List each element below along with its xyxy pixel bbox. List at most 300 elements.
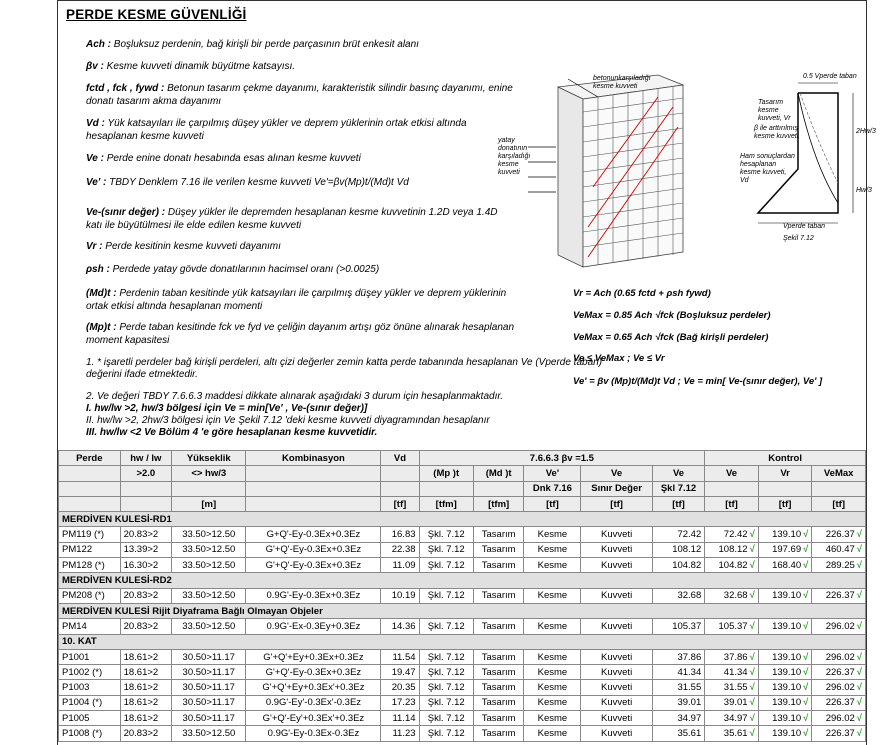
cell-value: Kesme: [537, 727, 568, 739]
cell-kvemax: [812, 665, 866, 680]
cell-vesk: [652, 527, 704, 542]
h2-empty: [59, 466, 121, 481]
cell-vesinir: [581, 711, 652, 726]
cell-kombinasyon: [246, 695, 381, 710]
cell-kvr: [758, 542, 812, 557]
section-header-row: [59, 603, 866, 618]
col-kombinasyon: Kombinasyon: [246, 451, 381, 466]
cell-value: 226.37: [825, 727, 855, 739]
cell-value: Tasarım: [481, 620, 516, 632]
check-icon: √: [856, 590, 862, 602]
definition-item: [86, 322, 516, 347]
cell-hwlw: [120, 558, 171, 573]
cell-hwlw: [120, 619, 171, 634]
cell-hwlw: [120, 665, 171, 680]
cell-value: 39.01: [723, 697, 748, 709]
cell-yukseklik: [172, 588, 246, 603]
cell-value: 139.10: [772, 727, 802, 739]
h2-md: (Md )t: [473, 466, 523, 481]
definition-text: Perde enine donatı hesabında esas alınan kesme kuvveti: [103, 153, 361, 164]
cell-kvemax: [812, 680, 866, 695]
cell-perde: [59, 558, 121, 573]
cell-value: 0.9G'-Ey'-0.3Ex'-0.3Ez: [265, 697, 362, 709]
cell-value: Şkl. 7.12: [427, 697, 465, 709]
cell-kombinasyon: [246, 588, 381, 603]
check-icon: √: [856, 666, 862, 678]
definition-symbol: Vd :: [86, 118, 105, 129]
check-icon: √: [803, 682, 809, 694]
col-group-7663: 7.6.6.3 βv =1.5: [419, 451, 705, 466]
cell-value: Şkl. 7.12: [427, 712, 465, 724]
check-icon: √: [749, 727, 755, 739]
h4-vep: [tf]: [524, 496, 581, 511]
h4-vesinir: [tf]: [581, 496, 652, 511]
cell-value: P1003: [62, 682, 90, 694]
definition-text: TBDY Denklem 7.16 ile verilen kesme kuvveti Ve'=βv(Mp)t/(Md)t Vd: [106, 177, 409, 188]
definition-symbol: Ve :: [86, 153, 104, 164]
table-row: [59, 695, 866, 710]
cell-hwlw: [120, 649, 171, 664]
cell-kve: [705, 695, 759, 710]
cell-value: Şkl. 7.12: [427, 651, 465, 663]
cell-value: Kesme: [537, 651, 568, 663]
cell-yukseklik: [172, 619, 246, 634]
definition-text: Yük katsayıları ile çarpılmış düşey yükler ve deprem yüklerinin ortak etkisi altında hesaplanan kesme kuvveti: [86, 118, 467, 142]
cell-value: Şkl. 7.12: [427, 559, 465, 571]
cell-value: Kuvveti: [601, 529, 633, 541]
definition-item: [86, 264, 516, 277]
definition-text: Perde kesitinin kesme kuvveti dayanımı: [102, 241, 281, 252]
check-icon: √: [749, 590, 755, 602]
table-row: [59, 542, 866, 557]
table-row: [59, 680, 866, 695]
h4-mp: [tfm]: [419, 496, 473, 511]
cell-value: Tasarım: [481, 590, 516, 602]
cell-value: 33.50>12.50: [182, 544, 236, 556]
check-icon: √: [749, 712, 755, 724]
cell-value: P1005: [62, 712, 90, 724]
definition-symbol: Vr :: [86, 241, 103, 252]
note-4: II. hw/lw >2, 2hw/3 bölgesi için Ve Şekil 7.12 'deki kesme kuvveti diyagramından hesaplanır: [86, 415, 490, 426]
h2-vesinir: Ve: [581, 466, 652, 481]
cell-value: 32.68: [677, 590, 702, 602]
cell-value: 32.68: [723, 590, 748, 602]
table-row: [59, 558, 866, 573]
note-2: 2. Ve değeri TBDY 7.6.6.3 maddesi dikkate alınarak aşağıdaki 3 durum için hesaplanmaktadır.: [86, 391, 504, 402]
equation-vr: Vr = Ach (0.65 fctd + ρsh fywd): [573, 288, 711, 299]
cell-vep: [524, 649, 581, 664]
cell-value: 41.34: [677, 666, 702, 678]
cell-value: Kesme: [537, 620, 568, 632]
cell-value: Kuvveti: [601, 712, 633, 724]
cell-value: 30.50>11.17: [182, 651, 235, 663]
cell-kvemax: [812, 588, 866, 603]
cell-value: Tasarım: [481, 544, 516, 556]
cell-value: 37.86: [677, 651, 702, 663]
cell-value: Şkl. 7.12: [427, 666, 465, 678]
cell-value: Kesme: [537, 590, 568, 602]
cell-value: Tasarım: [481, 727, 516, 739]
cell-value: 460.47: [825, 544, 855, 556]
cell-value: 30.50>11.17: [182, 666, 235, 678]
cell-kvr: [758, 726, 812, 741]
check-icon: √: [856, 651, 862, 663]
h2-hwlw: >2.0: [120, 466, 171, 481]
cell-value: G'+Q'-Ey-0.3Ex+0.3Ez: [265, 666, 362, 678]
cell-value: 105.37: [718, 620, 748, 632]
definition-item: [86, 288, 516, 313]
check-icon: √: [856, 697, 862, 709]
cell-vesinir: [581, 665, 652, 680]
cell-value: 139.10: [772, 697, 802, 709]
check-icon: √: [749, 544, 755, 556]
cell-mp: [419, 619, 473, 634]
check-icon: √: [749, 697, 755, 709]
definition-item: [86, 83, 516, 108]
cell-mp: [419, 542, 473, 557]
cell-value: P1002 (*): [62, 666, 103, 678]
cell-value: 39.01: [677, 697, 702, 709]
cell-value: 37.86: [723, 651, 748, 663]
h2-empty: [381, 466, 419, 481]
table-row: [59, 588, 866, 603]
check-icon: √: [803, 590, 809, 602]
cell-kombinasyon: [246, 726, 381, 741]
cell-kvemax: [812, 726, 866, 741]
cell-vesk: [652, 695, 704, 710]
cell-hwlw: [120, 726, 171, 741]
cell-value: 31.55: [723, 682, 748, 694]
cell-vesk: [652, 588, 704, 603]
cell-mp: [419, 695, 473, 710]
cell-value: 30.50>11.17: [182, 712, 235, 724]
check-icon: √: [749, 651, 755, 663]
table-row: [59, 649, 866, 664]
definition-symbol: fctd , fck , fywd :: [86, 83, 165, 94]
cell-yukseklik: [172, 527, 246, 542]
cell-perde: [59, 680, 121, 695]
cell-value: 104.82: [718, 559, 748, 571]
cell-value: 33.50>12.50: [182, 620, 236, 632]
cell-value: 226.37: [825, 666, 855, 678]
cell-value: 18.61>2: [123, 682, 159, 694]
cell-vesinir: [581, 726, 652, 741]
cell-value: P1001: [62, 651, 90, 663]
cell-vep: [524, 588, 581, 603]
cell-md: [473, 527, 523, 542]
cell-value: 104.82: [672, 559, 702, 571]
equation-ve: Ve' = βv (Mp)t/(Md)t Vd ; Ve = min[ Ve-(sınır değer), Ve' ]: [573, 376, 823, 387]
figure2-label-beta: β ile arttırılmış kesme kuvveti: [754, 125, 799, 140]
cell-value: 11.54: [392, 651, 416, 663]
cell-value: 41.34: [723, 666, 748, 678]
definition-text: Perde taban kesitinde fck ve fyd ve çeliğin dayanım artışı göz önüne alınarak hesaplanan moment kapasitesi: [86, 322, 515, 346]
cell-value: 16.30>2: [123, 559, 159, 571]
definition-item: [86, 118, 516, 143]
cell-kvr: [758, 665, 812, 680]
cell-value: G'+Q'-Ey'+0.3Ex'+0.3Ez: [262, 712, 365, 724]
check-icon: √: [749, 559, 755, 571]
definition-symbol: (Md)t :: [86, 288, 117, 299]
cell-hwlw: [120, 711, 171, 726]
cell-kvemax: [812, 527, 866, 542]
h2-kvemax: VeMax: [812, 466, 866, 481]
cell-value: 139.10: [772, 529, 802, 541]
cell-value: 33.50>12.50: [182, 727, 236, 739]
section-title: MERDİVEN KULESİ Rijit Diyaframa Bağlı Olmayan Objeler: [59, 603, 866, 618]
col-hwlw: hw / lw: [120, 451, 171, 466]
equation-vemax-1: VeMax = 0.85 Ach √fck (Boşluksuz perdeler): [573, 310, 771, 321]
cell-value: Kuvveti: [601, 727, 633, 739]
cell-perde: [59, 542, 121, 557]
check-icon: √: [803, 727, 809, 739]
cell-value: G'+Q'-Ey-0.3Ex+0.3Ez: [265, 559, 362, 571]
cell-vep: [524, 619, 581, 634]
cell-mp: [419, 558, 473, 573]
cell-mp: [419, 711, 473, 726]
cell-value: Tasarım: [481, 529, 516, 541]
note-1: 1. * işaretli perdeler bağ kirişli perdeleri, altı çizi değerler zemin katta perde tabanında hesaplanan Ve (Vperde taban) değerini ifade etmektedir.: [86, 357, 603, 380]
cell-value: 105.37: [672, 620, 702, 632]
cell-mp: [419, 680, 473, 695]
check-icon: √: [803, 712, 809, 724]
section-title: 10. KAT: [59, 634, 866, 649]
cell-vesk: [652, 665, 704, 680]
cell-vep: [524, 695, 581, 710]
equation-vemax-2: VeMax = 0.65 Ach √fck (Bağ kirişli perdeler): [573, 332, 769, 343]
cell-value: 226.37: [825, 529, 855, 541]
cell-kve: [705, 665, 759, 680]
cell-vep: [524, 680, 581, 695]
cell-vep: [524, 542, 581, 557]
cell-perde: [59, 527, 121, 542]
cell-perde: [59, 588, 121, 603]
figure-label-top: betonunkarşıladığı kesme kuvveti: [593, 75, 651, 90]
col-vd: Vd: [381, 451, 419, 466]
cell-vesk: [652, 680, 704, 695]
cell-kvr: [758, 588, 812, 603]
table-row: [59, 619, 866, 634]
section-header-row: [59, 512, 866, 527]
h3-vep: Dnk 7.16: [524, 481, 581, 496]
cell-yukseklik: [172, 542, 246, 557]
cell-vesk: [652, 558, 704, 573]
h2-vesk: Ve: [652, 466, 704, 481]
cell-value: 22.38: [391, 544, 416, 556]
h2-mp: (Mp )t: [419, 466, 473, 481]
cell-perde: [59, 649, 121, 664]
cell-value: G'+Q'+Ey+0.3Ex'+0.3Ez: [262, 682, 365, 694]
cell-perde: [59, 665, 121, 680]
cell-kve: [705, 680, 759, 695]
cell-yukseklik: [172, 649, 246, 664]
cell-value: 20.83>2: [123, 529, 159, 541]
cell-value: Kuvveti: [601, 620, 633, 632]
cell-value: Tasarım: [481, 712, 516, 724]
cell-value: 20.83>2: [123, 620, 159, 632]
cell-vep: [524, 665, 581, 680]
cell-kvr: [758, 695, 812, 710]
check-icon: √: [803, 651, 809, 663]
cell-vd: [381, 649, 419, 664]
figure2-label-vr: Tasarım kesme kuvveti, Vr: [758, 99, 791, 122]
cell-mp: [419, 665, 473, 680]
cell-md: [473, 542, 523, 557]
cell-value: 296.02: [825, 620, 855, 632]
cell-value: Kesme: [537, 697, 568, 709]
cell-vesinir: [581, 649, 652, 664]
cell-vep: [524, 726, 581, 741]
cell-value: 18.61>2: [123, 712, 159, 724]
cell-vesk: [652, 726, 704, 741]
col-group-kontrol: Kontrol: [705, 451, 866, 466]
cell-value: 226.37: [825, 590, 855, 602]
cell-value: G+Q'-Ey-0.3Ex+0.3Ez: [266, 529, 361, 541]
cell-value: 30.50>11.17: [182, 682, 235, 694]
cell-hwlw: [120, 695, 171, 710]
cell-value: 35.61: [677, 727, 702, 739]
cell-value: 20.35: [391, 682, 416, 694]
cell-vesinir: [581, 588, 652, 603]
cell-vesinir: [581, 695, 652, 710]
cell-value: G'+Q'-Ey-0.3Ex+0.3Ez: [265, 544, 362, 556]
cell-vesk: [652, 619, 704, 634]
cell-value: 139.10: [772, 666, 802, 678]
cell-vesinir: [581, 619, 652, 634]
table-row: [59, 726, 866, 741]
cell-vd: [381, 695, 419, 710]
cell-value: Şkl. 7.12: [427, 544, 465, 556]
cell-value: PM128 (*): [62, 559, 105, 571]
cell-value: P1004 (*): [62, 697, 103, 709]
cell-value: PM119 (*): [62, 529, 105, 541]
cell-value: Tasarım: [481, 682, 516, 694]
figure2-bottom-label: Vperde taban: [783, 223, 826, 230]
definition-item: [86, 153, 516, 166]
cell-value: Şkl. 7.12: [427, 620, 465, 632]
figure2-caption: Şekil 7.12: [783, 235, 814, 242]
table-body: [59, 512, 866, 741]
cell-value: 296.02: [825, 712, 855, 724]
cell-value: Kesme: [537, 544, 568, 556]
cell-value: 30.50>11.17: [182, 697, 235, 709]
cell-value: 108.12: [672, 544, 702, 556]
cell-value: Kuvveti: [601, 559, 633, 571]
cell-value: Kesme: [537, 712, 568, 724]
shear-check-table: [58, 450, 866, 742]
h4-kvr: [tf]: [758, 496, 812, 511]
shear-diagram-figure: [698, 73, 876, 243]
cell-vd: [381, 665, 419, 680]
h3-vesinir: Sınır Değer: [581, 481, 652, 496]
cell-yukseklik: [172, 711, 246, 726]
figure2-label-hw3: Hw/3: [856, 187, 872, 194]
cell-kvr: [758, 680, 812, 695]
section-header-row: [59, 573, 866, 588]
cell-kombinasyon: [246, 527, 381, 542]
cell-value: 226.37: [825, 697, 855, 709]
cell-hwlw: [120, 588, 171, 603]
cell-kombinasyon: [246, 711, 381, 726]
cell-kvemax: [812, 649, 866, 664]
h2-yuk: <> hw/3: [172, 466, 246, 481]
cell-value: Tasarım: [481, 666, 516, 678]
cell-value: Kesme: [537, 529, 568, 541]
definition-item: [86, 39, 516, 52]
definition-text: Boşluksuz perdenin, bağ kirişli bir perde parçasının brüt enkesit alanı: [111, 39, 419, 50]
cell-kve: [705, 711, 759, 726]
cell-value: 72.42: [677, 529, 702, 541]
cell-mp: [419, 588, 473, 603]
definition-symbol: Ach :: [86, 39, 111, 50]
cell-value: 139.10: [772, 682, 802, 694]
cell-value: 17.23: [391, 697, 416, 709]
definition-item: [86, 241, 516, 254]
document-page: [57, 0, 876, 745]
h2-kve: Ve: [705, 466, 759, 481]
cell-value: 14.36: [391, 620, 416, 632]
check-icon: √: [856, 529, 862, 541]
check-icon: √: [856, 712, 862, 724]
cell-kvr: [758, 619, 812, 634]
cell-kvr: [758, 711, 812, 726]
cell-value: Şkl. 7.12: [427, 682, 465, 694]
col-yukseklik: Yükseklik: [172, 451, 246, 466]
cell-vesinir: [581, 527, 652, 542]
cell-md: [473, 711, 523, 726]
cell-vd: [381, 711, 419, 726]
definition-symbol: ρsh :: [86, 264, 110, 275]
h4-kvemax: [tf]: [812, 496, 866, 511]
cell-kve: [705, 527, 759, 542]
section-title: MERDİVEN KULESİ-RD1: [59, 512, 866, 527]
cell-value: 0.9G'-Ey-0.3Ex+0.3Ez: [266, 590, 361, 602]
cell-yukseklik: [172, 680, 246, 695]
cell-value: Kuvveti: [601, 666, 633, 678]
cell-value: 20.83>2: [123, 590, 159, 602]
cell-kvemax: [812, 558, 866, 573]
cell-value: Kesme: [537, 682, 568, 694]
cell-vd: [381, 680, 419, 695]
cell-kombinasyon: [246, 649, 381, 664]
cell-kve: [705, 542, 759, 557]
cell-kve: [705, 649, 759, 664]
cell-hwlw: [120, 542, 171, 557]
cell-value: 20.83>2: [123, 727, 159, 739]
h2-vep: Ve': [524, 466, 581, 481]
check-icon: √: [749, 666, 755, 678]
cell-vd: [381, 619, 419, 634]
cell-yukseklik: [172, 726, 246, 741]
cell-yukseklik: [172, 695, 246, 710]
cell-kvemax: [812, 542, 866, 557]
cell-mp: [419, 649, 473, 664]
cell-vesk: [652, 649, 704, 664]
check-icon: √: [856, 727, 862, 739]
cell-kvemax: [812, 711, 866, 726]
check-icon: √: [803, 620, 809, 632]
cell-vd: [381, 542, 419, 557]
cell-value: 11.14: [392, 712, 416, 724]
cell-vesinir: [581, 680, 652, 695]
h4-kve: [tf]: [705, 496, 759, 511]
cell-value: 33.50>12.50: [182, 590, 236, 602]
definition-item: [86, 207, 516, 232]
cell-value: 139.10: [772, 590, 802, 602]
cell-value: G'+Q'+Ey+0.3Ex+0.3Ez: [263, 651, 364, 663]
cell-vep: [524, 527, 581, 542]
cell-value: 16.83: [391, 529, 416, 541]
